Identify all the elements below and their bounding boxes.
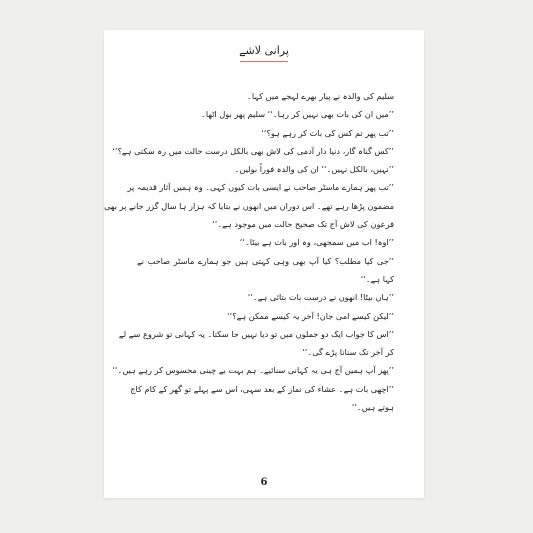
text-line: ’’تب پھر ہمارے ماسٹر صاحب نے ایسی بات کیوں کہی۔ وہ ہمیں آثار قدیمہ پر — [127, 182, 394, 193]
page-body — [104, 87, 394, 416]
text-line: ’’لیکن کیسے امی جان! آخر یہ کیسے ممکن ہے؟‘‘ — [227, 310, 394, 321]
text-line: ’’پھر آپ ہمیں آج ہی یہ کہانی سنائیے۔ ہم بہت بے چینی محسوس کر رہے ہیں۔‘‘ — [112, 365, 394, 376]
text-line: فرعون کی لاش آج تک صحیح حالت میں موجود ہے۔‘‘ — [212, 219, 394, 230]
text-line: کہا ہے۔‘‘ — [360, 273, 394, 284]
header-underline — [240, 61, 288, 62]
text-line: کر آخر تک سنانا پڑے گی۔‘‘ — [302, 347, 394, 358]
text-line: ’’نہیں، بالکل نہیں۔‘‘ ان کی والدہ فوراً بولیں۔ — [234, 164, 394, 175]
text-line: سلیم کی والدہ نے پیار بھرے لہجے میں کہا۔ — [247, 91, 394, 101]
text-line: ’’اچھی بات ہے۔ عشاء کی نماز کے بعد سہی، اس سے پہلے تو گھر کے کام کاج — [130, 383, 394, 394]
text-line: ’’ہاں بیٹا! انھوں نے درست بات بتائی ہے۔‘‘ — [247, 292, 394, 303]
running-header: پرانی لاشے — [239, 44, 289, 57]
text-line: ’’اوہ! اب میں سمجھی، وہ اور بات ہے بیٹا۔‘‘ — [239, 237, 394, 248]
page-number: 6 — [260, 477, 268, 488]
text-line: ’’میں ان کی بات بھی نہیں کر رہا۔‘‘ سلیم پھر بول اٹھا۔ — [201, 109, 394, 120]
text-line: ’’تب پھر تم کس کی بات کر رہے ہو؟‘‘ — [261, 127, 394, 138]
text-line: مضمون پڑھا رہے تھے۔ اس دوران میں انھوں نے بتایا کہ ہزار ہا سال گزر جانے پر بھی — [104, 200, 394, 211]
text-line: ’’جی کیا مطلب؟ کیا آپ بھی وہی کہتی ہیں جو ہمارے ماسٹر صاحب نے — [137, 255, 394, 266]
text-line: ’’کس گناہ گار، دنیا دار آدمی کی لاش بھی بالکل درست حالت میں رہ سکتی ہے؟‘‘ — [112, 145, 394, 156]
text-line: ’’اس کا جواب ایک دو جملوں میں تو دیا نہیں جا سکتا۔ یہ کہانی تو شروع سے لے — [118, 328, 394, 339]
book-page — [104, 30, 424, 498]
text-line: ہوتے ہیں۔‘‘ — [351, 402, 394, 413]
